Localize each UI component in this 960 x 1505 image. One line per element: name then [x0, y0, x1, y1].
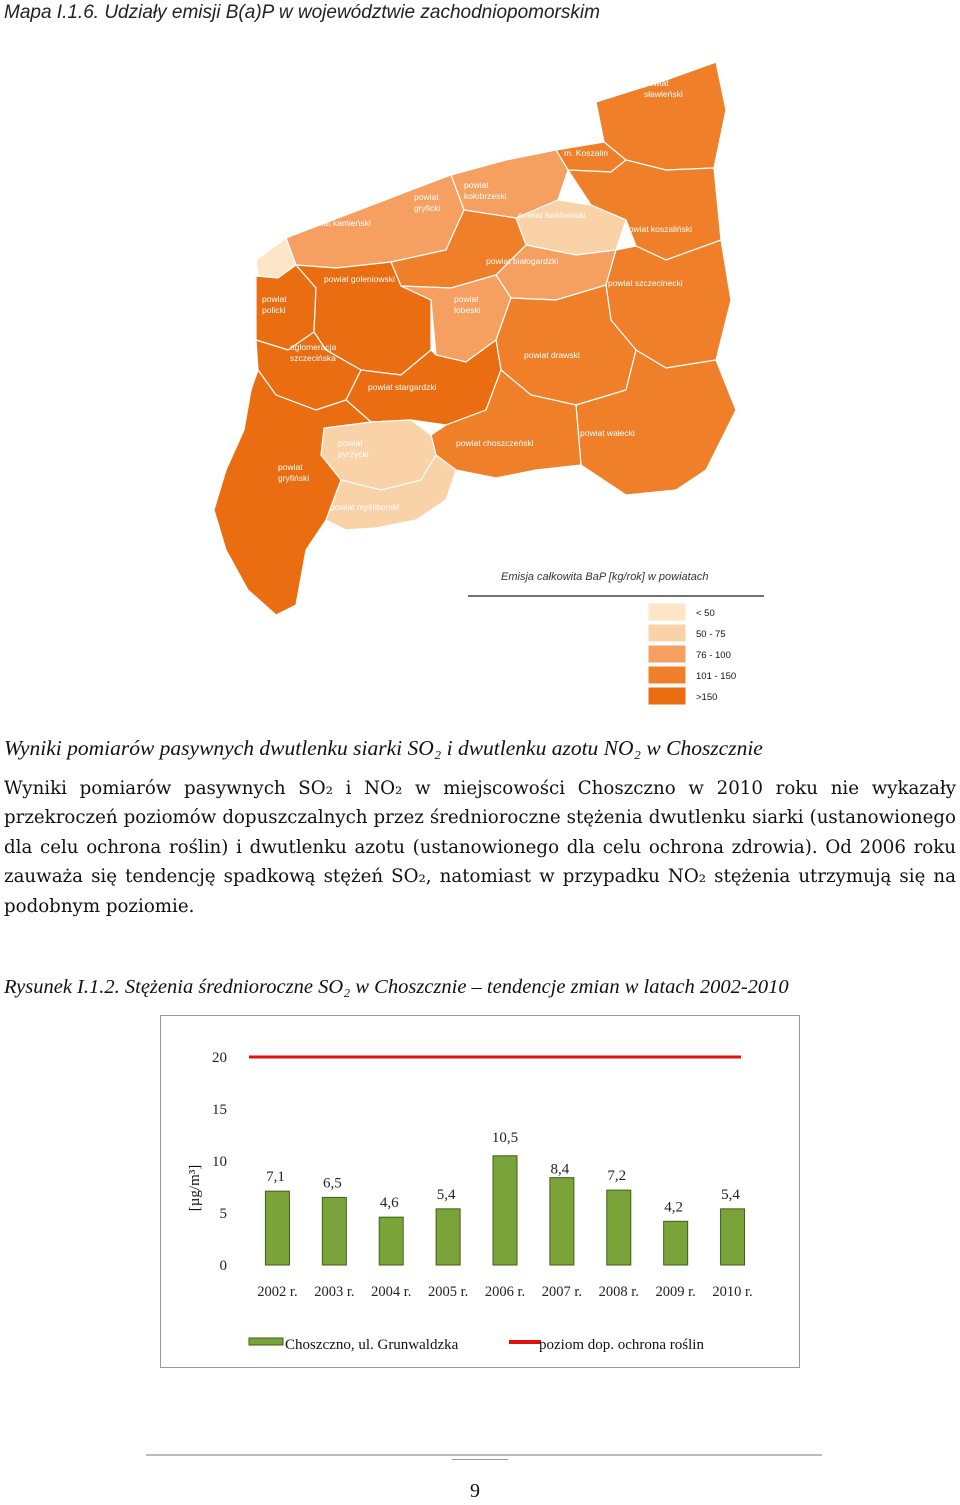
- county-label-kolobrzeski-2: kołobrzeski: [464, 191, 507, 201]
- legend-swatch-2: [648, 645, 686, 663]
- legend-label-4: >150: [696, 692, 718, 703]
- y-tick-10: 10: [212, 1154, 227, 1170]
- county-label-koszalin: m. Koszalin: [564, 148, 608, 158]
- county-label-policki-2: policki: [262, 305, 286, 315]
- x-label-1: 2003 r.: [314, 1284, 355, 1300]
- legend-label-3: 101 - 150: [696, 671, 737, 682]
- county-label-aglomeracja: aglomeracja: [290, 342, 337, 352]
- county-label-lobeski: powiat: [454, 294, 479, 304]
- data-label-8: 5,4: [721, 1186, 740, 1203]
- data-label-0: 7,1: [266, 1169, 285, 1186]
- legend-bar-label: Choszczno, ul. Grunwaldzka: [285, 1337, 459, 1353]
- legend-swatch-0: [648, 603, 686, 621]
- county-label-gryficki-2: gryficki: [414, 203, 441, 213]
- county-label-lobeski-2: łobeski: [454, 305, 481, 315]
- county-label-policki: powiat: [262, 294, 287, 304]
- x-label-6: 2008 r.: [598, 1284, 639, 1300]
- county-label-bialogardzki: powiat białogardzki: [486, 256, 559, 266]
- county-label-pyrzycki: powiat: [338, 438, 363, 448]
- county-label-gryfinski: powiat: [278, 462, 303, 472]
- voivodeship-map: [196, 50, 766, 710]
- legend-label-0: < 50: [696, 608, 715, 619]
- data-label-1: 6,5: [322, 1175, 342, 1192]
- county-label-pyrzycki-2: pyrzycki: [338, 449, 369, 459]
- x-label-0: 2002 r.: [257, 1284, 298, 1300]
- x-label-4: 2006 r.: [484, 1284, 526, 1300]
- x-label-2: 2004 r.: [371, 1284, 412, 1300]
- bar-1: [322, 1197, 346, 1265]
- county-label-mysliborski: powiat myśliborski: [330, 502, 399, 512]
- legend-line-label: poziom dop. ochrona roślin: [539, 1337, 704, 1353]
- county-label-slawienski: powiat: [644, 78, 669, 88]
- county-label-gryficki: powiat: [414, 192, 439, 202]
- county-label-aglomeracja-2: szczecińska: [290, 353, 336, 363]
- bar-6: [607, 1190, 631, 1265]
- data-label-6: 7,2: [607, 1168, 627, 1185]
- y-tick-20: 20: [212, 1050, 227, 1066]
- bar-4: [493, 1156, 517, 1265]
- data-label-2: 4,6: [379, 1195, 399, 1212]
- bar-7: [664, 1221, 688, 1265]
- legend-label-1: 50 - 75: [696, 629, 726, 640]
- county-label-koszalinski: powiat koszaliński: [624, 224, 693, 234]
- map-legend: [468, 571, 764, 705]
- county-label-kolobrzeski: powiat: [464, 180, 489, 190]
- bar-5: [550, 1178, 574, 1265]
- county-label-swidwinski: powiat świdwiński: [518, 210, 586, 220]
- county-label-choszczenski: powiat choszczeński: [456, 438, 534, 448]
- county-label-walecki: powiat wałecki: [580, 428, 635, 438]
- x-label-7: 2009 r.: [655, 1284, 696, 1300]
- county-label-stargardzki: powiat stargardzki: [368, 382, 437, 392]
- bar-0: [265, 1191, 289, 1265]
- x-label-8: 2010 r.: [712, 1284, 753, 1300]
- bar-3: [436, 1209, 460, 1265]
- footer-divider: [146, 1454, 822, 1456]
- footer-divider-short: [452, 1459, 508, 1460]
- chart-legend: [249, 1337, 704, 1353]
- data-label-3: 5,4: [436, 1186, 456, 1203]
- x-label-5: 2007 r.: [541, 1284, 583, 1300]
- y-tick-15: 15: [212, 1102, 227, 1118]
- y-tick-0: 0: [219, 1258, 227, 1274]
- legend-bar-swatch: [249, 1338, 283, 1345]
- map-caption: Mapa I.1.6. Udziały emisji B(a)P w województwie zachodniopomorskim: [4, 2, 600, 23]
- y-tick-5: 5: [219, 1206, 227, 1222]
- legend-swatch-1: [648, 624, 686, 642]
- chart-ylabel: [µg/m³]: [187, 1164, 203, 1212]
- county-label-gryfinski-2: gryfiński: [278, 473, 310, 483]
- x-label-3: 2005 r.: [427, 1284, 469, 1300]
- figure-caption: Rysunek I.1.2. Stężenia średnioroczne SO₂ w Choszcznie – tendencje zmian w latach 2002-2010: [4, 976, 789, 998]
- county-label-goleniowski: powiat goleniowski: [324, 274, 395, 284]
- legend-label-2: 76 - 100: [696, 650, 731, 661]
- county-label-szczecinecki: powiat szczecinecki: [608, 278, 683, 288]
- county-label-kamienski: powiat kamieński: [306, 218, 371, 228]
- bar-8: [721, 1209, 745, 1265]
- legend-swatch-3: [648, 666, 686, 684]
- page-number: 9: [470, 1480, 480, 1502]
- data-label-7: 4,2: [664, 1199, 684, 1216]
- county-label-slawienski-2: sławieński: [644, 89, 683, 99]
- county-label-swinoujscie: m. Świnoujście: [206, 238, 263, 248]
- map-legend-title: Emisja całkowita BaP [kg/rok] w powiatach: [501, 571, 709, 583]
- body-paragraph: Wyniki pomiarów pasywnych SO₂ i NO₂ w miejscowości Choszczno w 2010 roku nie wykazały przekroczeń poziomów dopuszczalnych przez średnioroczne stężenia dwutlenku siarki (ustanowionego dla celu ochrona roślin) i dwutlenku azotu (ustanowionego dla celu ochrona zdrowia). Od 2006 roku zauważa się tendencję spadkową stężeń SO₂, natomiast w przypadku NO₂ stężenia utrzymują się na podobnym poziomie.: [4, 778, 956, 917]
- county-label-drawski: powiat drawski: [524, 350, 580, 360]
- legend-swatch-4: [648, 687, 686, 705]
- so2-chart: [160, 1015, 800, 1368]
- data-label-5: 8,4: [550, 1161, 570, 1178]
- bar-2: [379, 1217, 403, 1265]
- data-label-4: 10,5: [491, 1129, 519, 1146]
- section-heading: Wyniki pomiarów pasywnych dwutlenku siarki SO₂ i dwutlenku azotu NO₂ w Choszcznie: [4, 736, 763, 760]
